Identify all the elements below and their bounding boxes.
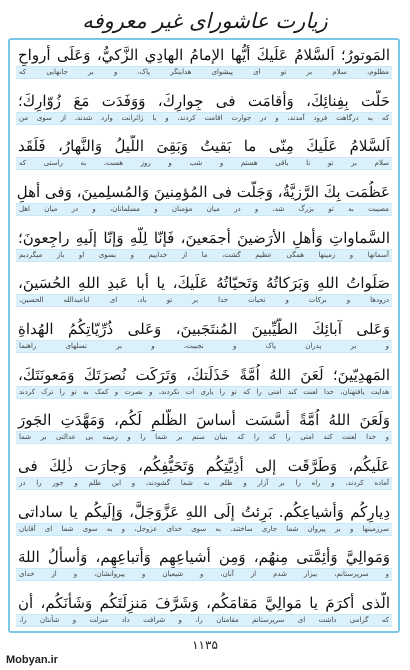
persian-translation: سلام بر تو تا باقی هستم و شب و روز هست، به راستی که — [16, 157, 392, 170]
verse-line — [16, 501, 392, 536]
verse-line — [16, 364, 392, 399]
arabic-text: المَوتورُ؛ اَلسَّلامُ عَلَيكَ أيُّها الإمامُ الهادِي الزَّكيُّ، وَعَلَى أرواحٍ — [18, 46, 390, 64]
page-title: زیارت عاشورای غیر معروفه — [82, 9, 328, 33]
verse-line — [16, 592, 392, 627]
site-watermark: Mobyan.ir — [6, 654, 58, 666]
persian-translation: و سرپرستانم، بیزار شدم از آنان، و شیعیان و پیروانشان، و از خدای — [16, 568, 392, 581]
persian-translation: درودها و برکات و تحیات خدا بر تو باد، ای اباعبدالله الحسین، — [16, 294, 392, 307]
page-number: ۱۱۳۵ — [192, 638, 218, 652]
verse-line — [16, 546, 392, 581]
verse-line — [16, 227, 392, 262]
page-header — [0, 0, 410, 42]
verse-line — [16, 409, 392, 444]
arabic-text: وَلَعَنَ اللهُ اُمَّةً أسَّسَت أساسَ الظُّلمِ لَكُم، وَمَهَّدَتِ الجَورَ — [18, 411, 390, 430]
persian-translation: آسمانها و زمینها همگی عظیم گشت، ما از خداییم و بسوی او باز میگردیم — [16, 249, 392, 262]
arabic-text: اَلسَّلامُ عَلَيكَ مِنّى ما بَقيتُ وَبَقِىَ اللَّيلُ وَالنَّهارُ، فَلَقَد — [18, 137, 390, 156]
arabic-text: وَمَوالِيَّ وَأئِمَّتى مِنهُم، وَمِن أشياعِهِم وَأتباعِهِم، وَأسألُ اللهَ — [18, 548, 390, 567]
verse-line — [16, 455, 392, 490]
verse-line — [16, 44, 392, 79]
verse-line — [16, 318, 392, 353]
arabic-text: دِيارِكُم وَأشياعِكُم. بَرِئتُ إلَى اللهِ عَزَّوَجَلَّ، وَإلَيكُم يا ساداتى — [18, 502, 390, 521]
text-frame — [8, 38, 400, 633]
arabic-text: وَعَلى آبائِكَ الطَّيِّبينَ المُنتَجَبينَ، وَعَلى ذُرِّيّاتِكُمُ الهُداةِ — [18, 319, 390, 338]
persian-translation: آماده کردند، و راه را بر آزار و ظلم به شما گشودند، و این ظلم و جور را در — [16, 477, 392, 490]
arabic-text: عَظُمَت بِكَ الرَّزيَّةُ، وَجَلَّت فى المُؤمِنينَ وَالمُسلِمينَ، وَفى أهلِ — [16, 182, 390, 201]
arabic-text: حَلَّت بِفِنائِكَ، وَأقامَت فى جِوارِكَ، وَوَفَدَت مَعَ زُوّارِكَ؛ — [18, 91, 390, 110]
text-lines — [16, 44, 392, 627]
verse-line — [16, 181, 392, 216]
persian-translation: که گرامی داشت ای سرپرستانم مقامتان را، و شرافت داد منزلت و شأنتان را، — [16, 614, 392, 627]
persian-translation: سرزمینها و بر پیروان شما جاری ساختند. به سوی خدای عزوجل، و به سوی شما ای آقایان — [16, 523, 392, 536]
persian-translation: که به درگاهت فرود آمدند، و در جوارت اقامت کردند، و با زائرانت وارد شدند، از سوی من — [16, 112, 392, 125]
arabic-text: الَّذى أكرَمَ يا مَوالِيَّ مَقامَكُم، وَشَرَّفَ مَنزِلَتَكُم وَشَأنَكُم، أن — [18, 593, 390, 612]
persian-translation: مظلوم، سلام بر تو ای پیشوای هدایتگر پاک، و بر جانهایی که — [16, 66, 392, 79]
arabic-text: السَّماواتِ وَأهلِ الأرَضينَ أجمَعينَ، فَإنّا لِلّهِ وَإنّا إلَيهِ راجِعونَ؛ — [18, 228, 390, 247]
persian-translation: هدایت یافتهتان، خدا لعنت کند امتی را که تو را یاری ات نکردند، و نصرت و کمک به تو را ترک کردند — [16, 386, 392, 399]
verse-line — [16, 135, 392, 170]
verse-line — [16, 272, 392, 307]
arabic-text: المَهدِيّينَ؛ لَعَنَ اللهُ اُمَّةً خَذَلَتكَ، وَتَرَكَت نُصرَتَكَ وَمَعونَتَكَ، — [18, 365, 390, 384]
persian-translation: مصیبت به تو بزرگ شد، و در میان مؤمنان و مسلمانان، و در میان اهل — [16, 203, 392, 216]
page-footer — [0, 636, 410, 670]
verse-line — [16, 90, 392, 125]
persian-translation: و بر پدران پاک و نجیبت، و بر نسلهای راهنما — [16, 340, 392, 353]
persian-translation: و خدا لعنت کند امتی را که را که بنیان ستم بر شما را و زمینه بی عدالتی بر شما — [16, 431, 392, 444]
arabic-text: عَلَيكُم، وَطَرَّقَت إلى أذِيَّتِكُم وَتَحَيُّفِكُم، وَجارَت ذٰلِكَ فى — [18, 456, 390, 475]
arabic-text: صَلَواتُ اللهِ وَبَرَكاتُهُ وَتَحيّاتُهُ عَلَيكَ، يا أبا عَبدِ اللهِ الحُسَينَ، — [18, 274, 390, 293]
